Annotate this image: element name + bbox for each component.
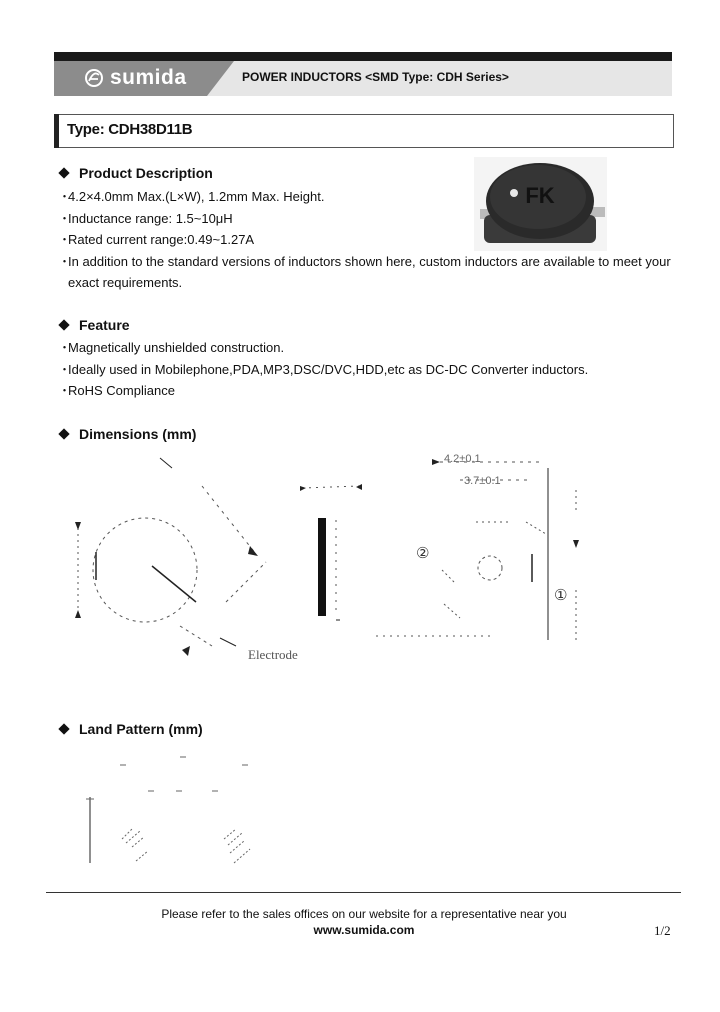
brand-logo bbox=[84, 64, 187, 92]
list-item-text: Inductance range: 1.5~10μH bbox=[68, 210, 233, 226]
list-item: ・ In addition to the standard versions of inductors shown here, custom inductors are available to meet your exact requirements. bbox=[58, 251, 678, 294]
list-item: ・ Ideally used in Mobilephone,PDA,MP3,DSC/DVC,HDD,etc as DC-DC Converter inductors. bbox=[58, 359, 588, 381]
top-view-outline bbox=[93, 518, 197, 622]
list-item: ・ Inductance range: 1.5~10μH bbox=[58, 208, 678, 230]
list-item-text: RoHS Compliance bbox=[68, 383, 175, 398]
page-number: 1/2 bbox=[654, 923, 671, 938]
list-item-text: Rated current range:0.49~1.27A bbox=[68, 232, 255, 247]
pin-1-marker: ① bbox=[554, 586, 568, 604]
dimensions-drawing bbox=[40, 450, 680, 680]
dim-top-outer: 4.2±0.1 bbox=[444, 453, 481, 465]
brand-name: sumida bbox=[110, 66, 187, 89]
product-photo bbox=[474, 157, 607, 251]
footer-note: Please refer to the sales offices on our website for a representative near you bbox=[161, 907, 567, 921]
sumida-logo-icon bbox=[84, 68, 104, 88]
section-title: Dimensions (mm) bbox=[79, 426, 197, 442]
list-item-text: In addition to the standard versions of inductors shown here, custom inductors are available to meet your exact requirements. bbox=[68, 253, 671, 290]
section-title: Feature bbox=[79, 317, 130, 333]
list-item-text: 4.2×4.0mm Max.(L×W), 1.2mm Max. Height. bbox=[68, 189, 325, 204]
dim-top-inner: 3.7±0.1 bbox=[464, 475, 501, 487]
feature-heading bbox=[58, 317, 130, 333]
diamond-bullet-icon bbox=[58, 723, 69, 734]
photo-marking: FK bbox=[525, 183, 555, 208]
pin-2-marker: ② bbox=[416, 544, 430, 562]
list-item: ・ RoHS Compliance bbox=[58, 380, 588, 402]
section-title: Product Description bbox=[79, 165, 213, 181]
type-label: Type: CDH38D11B bbox=[67, 121, 193, 138]
diamond-bullet-icon bbox=[58, 167, 69, 178]
diamond-bullet-icon bbox=[58, 428, 69, 439]
footer-url-link[interactable]: www.sumida.com bbox=[313, 923, 415, 937]
list-item: ・ Magnetically unshielded construction. bbox=[58, 337, 588, 359]
land-pattern-drawing bbox=[70, 745, 270, 875]
list-item: ・ 4.2×4.0mm Max.(L×W), 1.2mm Max. Height. bbox=[58, 186, 678, 208]
list-item: ・ Rated current range:0.49~1.27A bbox=[58, 229, 678, 251]
product-description-heading bbox=[58, 165, 213, 181]
electrode-label: Electrode bbox=[248, 647, 298, 662]
header-top-rule bbox=[54, 52, 672, 61]
section-title: Land Pattern (mm) bbox=[79, 721, 203, 737]
dimensions-heading bbox=[58, 426, 196, 442]
type-bar-marker bbox=[54, 114, 59, 148]
diamond-bullet-icon bbox=[58, 319, 69, 330]
feature-list bbox=[58, 337, 588, 402]
list-item-text: Ideally used in Mobilephone,PDA,MP3,DSC/DVC,HDD,etc as DC-DC Converter inductors. bbox=[68, 361, 589, 377]
header-title: POWER INDUCTORS <SMD Type: CDH Series> bbox=[242, 70, 509, 84]
footer-rule bbox=[46, 892, 681, 893]
list-item-text: Magnetically unshielded construction. bbox=[68, 340, 285, 355]
land-pattern-heading bbox=[58, 721, 203, 737]
